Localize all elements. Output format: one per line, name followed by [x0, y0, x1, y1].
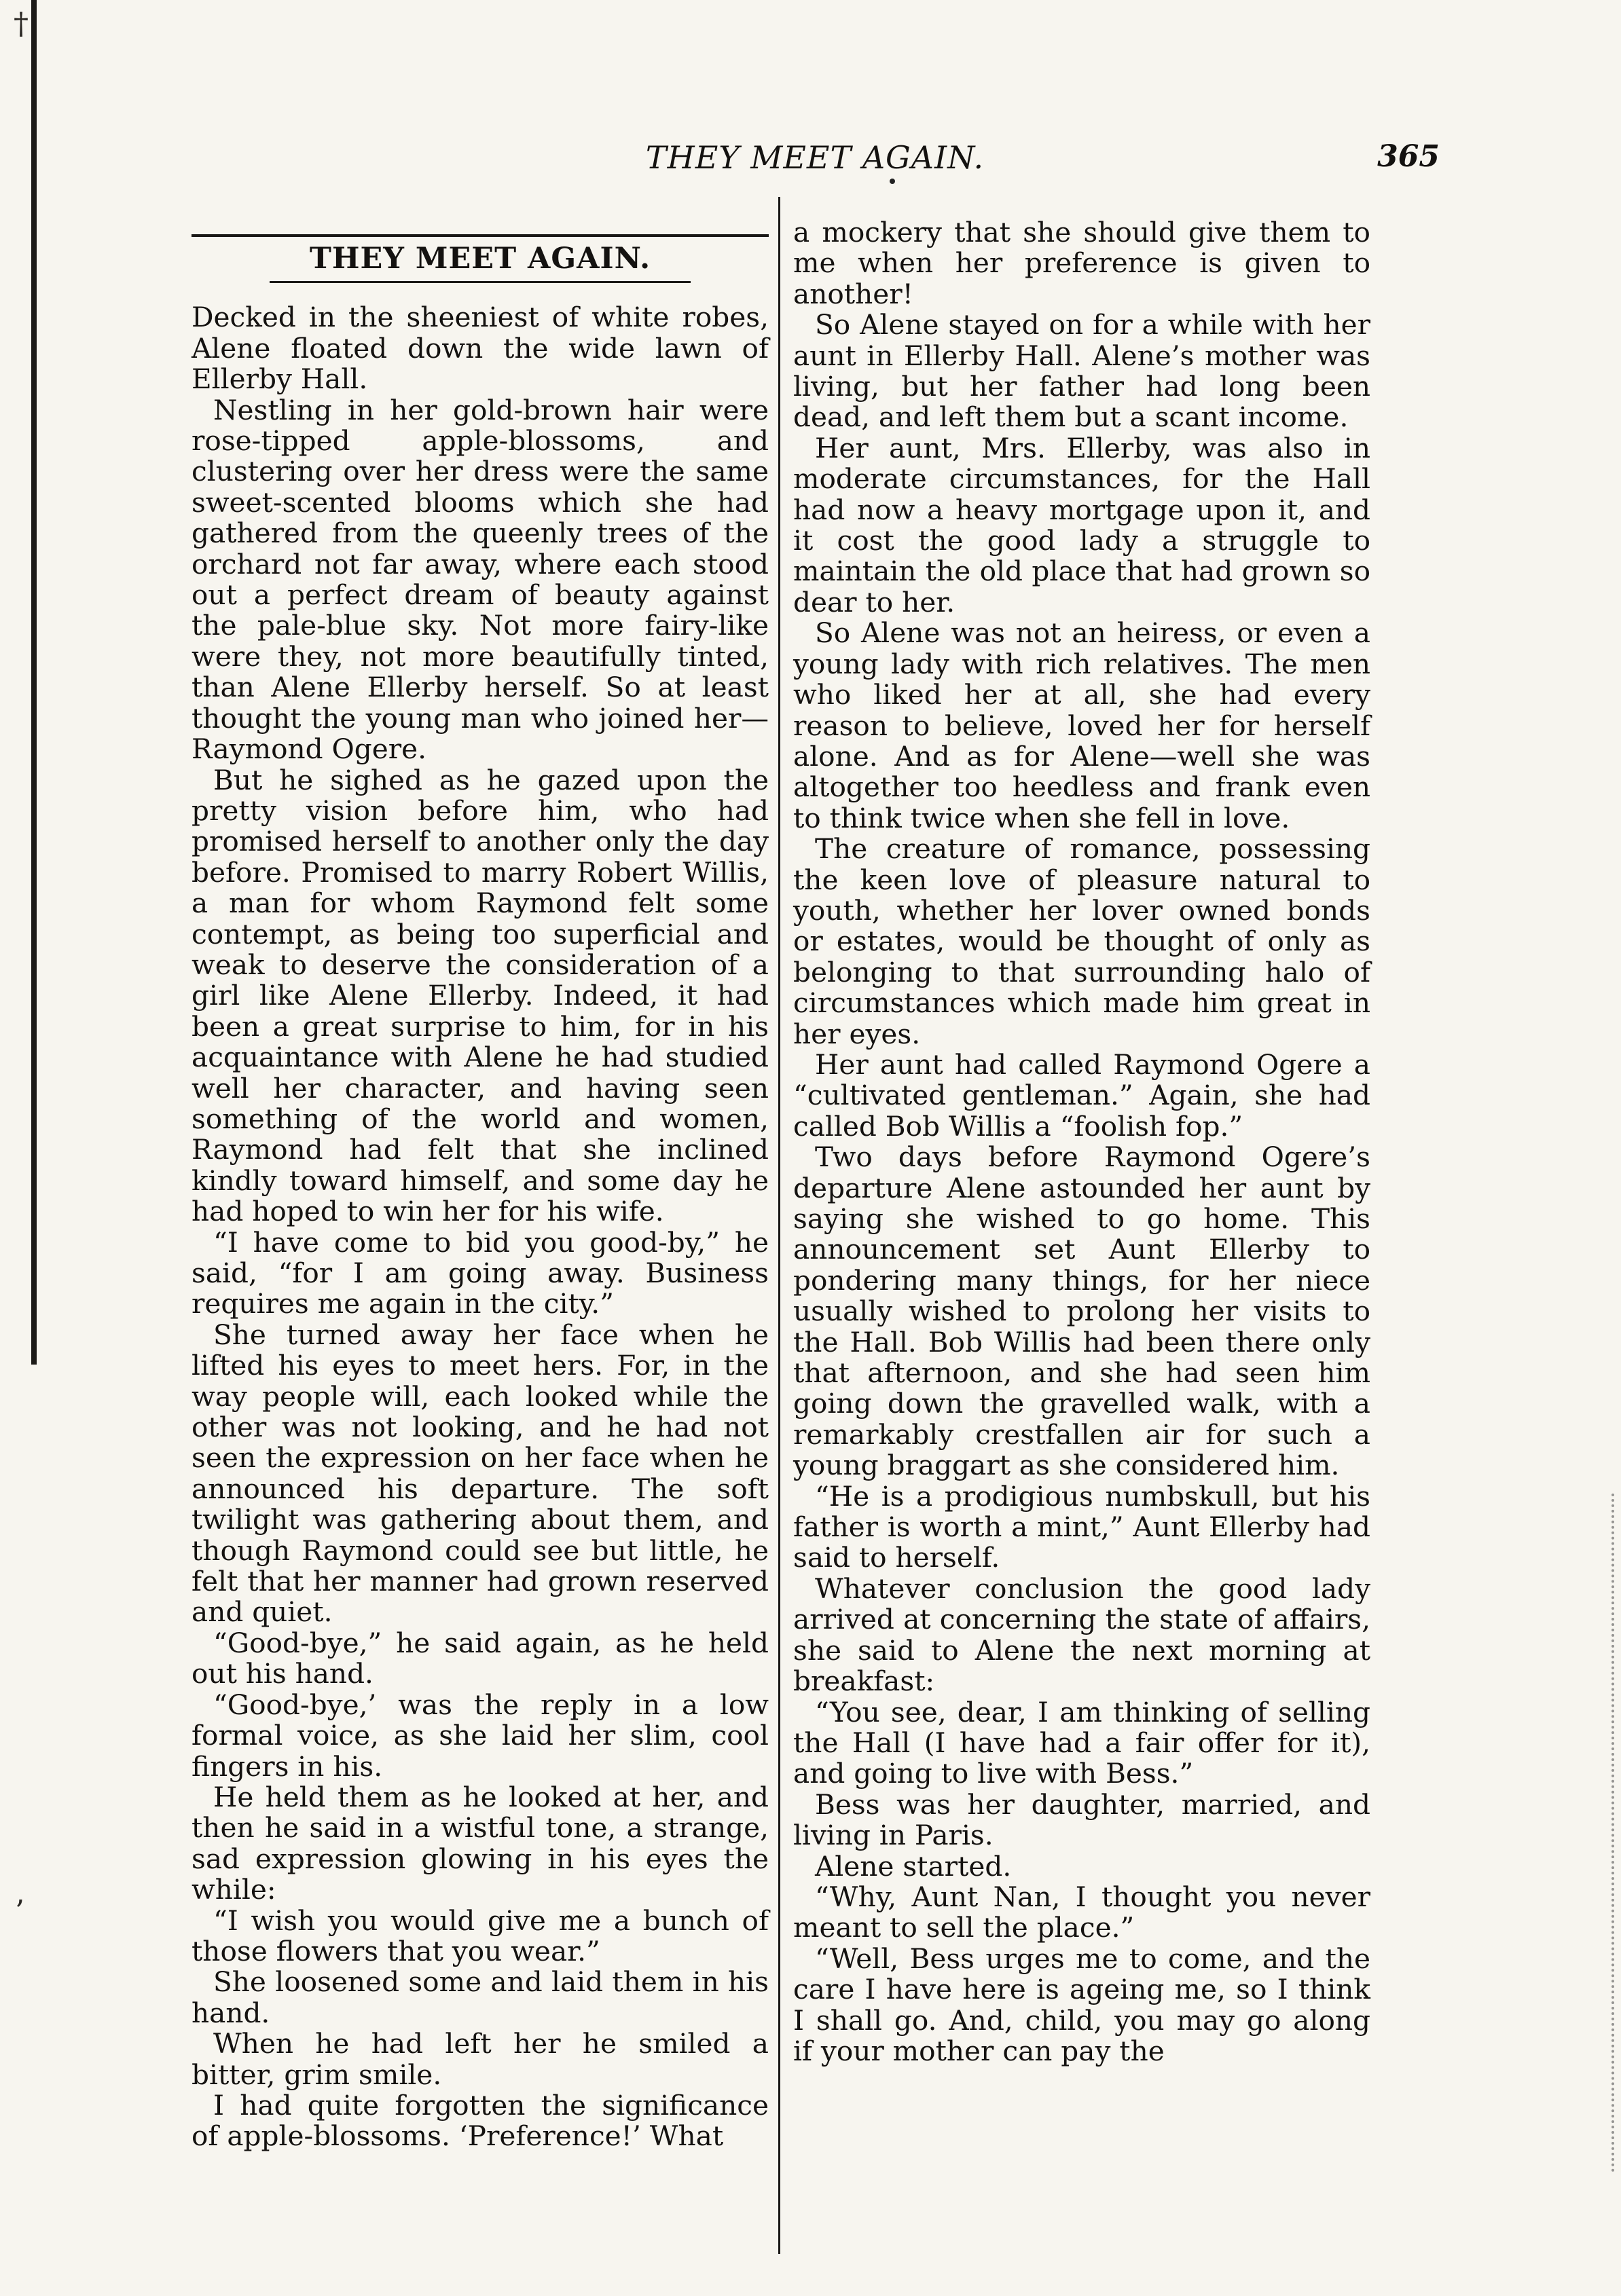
paragraph: I had quite forgotten the significance of apple-blossoms. ‘Preference!’ What — [192, 2088, 769, 2153]
column-divider — [778, 197, 780, 2254]
edge-mark-top: † — [14, 7, 29, 41]
paragraph: So Alene was not an heiress, or even a young lady with rich relatives. The men who liked her at all, she had every reason to believe, loved her for herself alone. And as for Alene—well she was altogether too heedless and frank even to think twice when she fell in love. — [793, 616, 1370, 834]
paragraph: Whatever conclusion the good lady arrived at concerning the state of affairs, she said to Alene the next morning at breakfast: — [793, 1572, 1370, 1698]
paragraph: When he had left her he smiled a bitter, grim smile. — [192, 2027, 769, 2091]
paragraph: Decked in the sheeniest of white robes, Alene floated down the wide lawn of Ellerby Hall. — [192, 301, 769, 396]
paragraph: She turned away her face when he lifted his eyes to meet hers. For, in the way people will, each looked while the other was not looking, and he had not seen the expression on her face when he announced his departure. The soft twilight was gathering about them, and though Raymond could see but little, he felt that her manner had grown reserved and quiet. — [192, 1318, 769, 1629]
paragraph: “Good-bye,’ was the reply in a low formal voice, as she laid her slim, cool fingers in his. — [192, 1688, 769, 1783]
paragraph: Two days before Raymond Ogere’s departure Alene astounded her aunt by saying she wished to go home. This announcement set Aunt Ellerby to pondering many things, for her niece usually wished to prolong her visits to the Hall. Bob Willis had been there only that afternoon, and she had seen him going down the gravelled walk, with a remarkably crestfallen air for such a young braggart as she considered him. — [793, 1141, 1370, 1482]
paragraph: Alene started. — [815, 1849, 1012, 1883]
margin-ticks — [1598, 1494, 1614, 2172]
paragraph: She loosened some and laid them in his hand. — [192, 1965, 769, 2029]
paragraph: Her aunt, Mrs. Ellerby, was also in moderate circumstances, for the Hall had now a heavy mortgage upon it, and it cost the good lady a struggle to maintain the old place that had grown so dear to her. — [793, 431, 1370, 618]
paragraph: Nestling in her gold-brown hair were rose-tipped apple-blossoms, and clustering over her dress were the same sweet-scented blooms which she had gathered from the queenly trees of the orchard not far away, where each stood out a perfect dream of beauty against the pale-blue sky. Not more fairy-like were they, not more beautifully tinted, than Alene Ellerby herself. So at least thought the young man who joined her—Raymond Ogere. — [192, 393, 769, 766]
paragraph: Bess was her daughter, married, and living in Paris. — [793, 1788, 1370, 1852]
title-rule — [192, 234, 769, 237]
edge-mark-middle: ’ — [15, 1894, 24, 1929]
header-dot — [890, 179, 895, 184]
paragraph: “He is a prodigious numbskull, but his father is worth a mint,” Aunt Ellerby had said to herself. — [793, 1479, 1370, 1574]
left-column — [192, 234, 769, 2152]
page-edge-line — [31, 0, 37, 1365]
paragraph: So Alene stayed on for a while with her aunt in Ellerby Hall. Alene’s mother was living, but her father had long been dead, and left them but a scant income. — [793, 308, 1370, 434]
paragraph: “You see, dear, I am thinking of selling the Hall (I have had a fair offer for it), and going to live with Bess.” — [793, 1695, 1370, 1790]
paragraph: He held them as he looked at her, and then he said in a wistful tone, a strange, sad expression glowing in his eyes the while: — [192, 1780, 769, 1906]
page-number: 365 — [1377, 139, 1440, 174]
paragraph: But he sighed as he gazed upon the pretty vision before him, who had promised herself to another only the day before. Promised to marry Robert Willis, a man for whom Raymond felt some contempt, as being too superficial and weak to deserve the consideration of a girl like Alene Ellerby. Indeed, it had been a great surprise to him, for in his acquaintance with Alene he had studied well her character, and having seen something of the world and women, Raymond had felt that she inclined kindly toward himself, and some day he had hoped to win her for his wife. — [192, 763, 769, 1228]
page-header — [190, 139, 1440, 187]
story-title: THEY MEET AGAIN. — [309, 242, 651, 276]
paragraph: “I have come to bid you good-by,” he said, “for I am going away. Business requires me again in the city.” — [192, 1225, 769, 1320]
paragraph: “I wish you would give me a bunch of those flowers that you wear.” — [192, 1904, 769, 1967]
title-underline — [270, 281, 691, 283]
paragraph: a mockery that she should give them to me when her preference is given to another! — [793, 216, 1370, 310]
paragraph: Her aunt had called Raymond Ogere a “cultivated gentleman.” Again, she had called Bob Willis a “foolish fop.” — [793, 1048, 1370, 1143]
paragraph: “Well, Bess urges me to come, and the care I have here is ageing me, so I think I shall go. And, child, you may go along if your mother can pay the — [793, 1942, 1370, 2067]
paragraph: “Good-bye,” he said again, as he held out his hand. — [192, 1626, 769, 1690]
paragraph: “Why, Aunt Nan, I thought you never meant to sell the place.” — [793, 1880, 1370, 1944]
running-title: THEY MEET AGAIN. — [645, 139, 985, 176]
right-column — [793, 217, 1370, 2067]
paragraph: The creature of romance, possessing the keen love of pleasure natural to youth, whether her lover owned bonds or estates, would be thought of only as belonging to that surrounding halo of circumstances which made him great in her eyes. — [793, 832, 1370, 1050]
